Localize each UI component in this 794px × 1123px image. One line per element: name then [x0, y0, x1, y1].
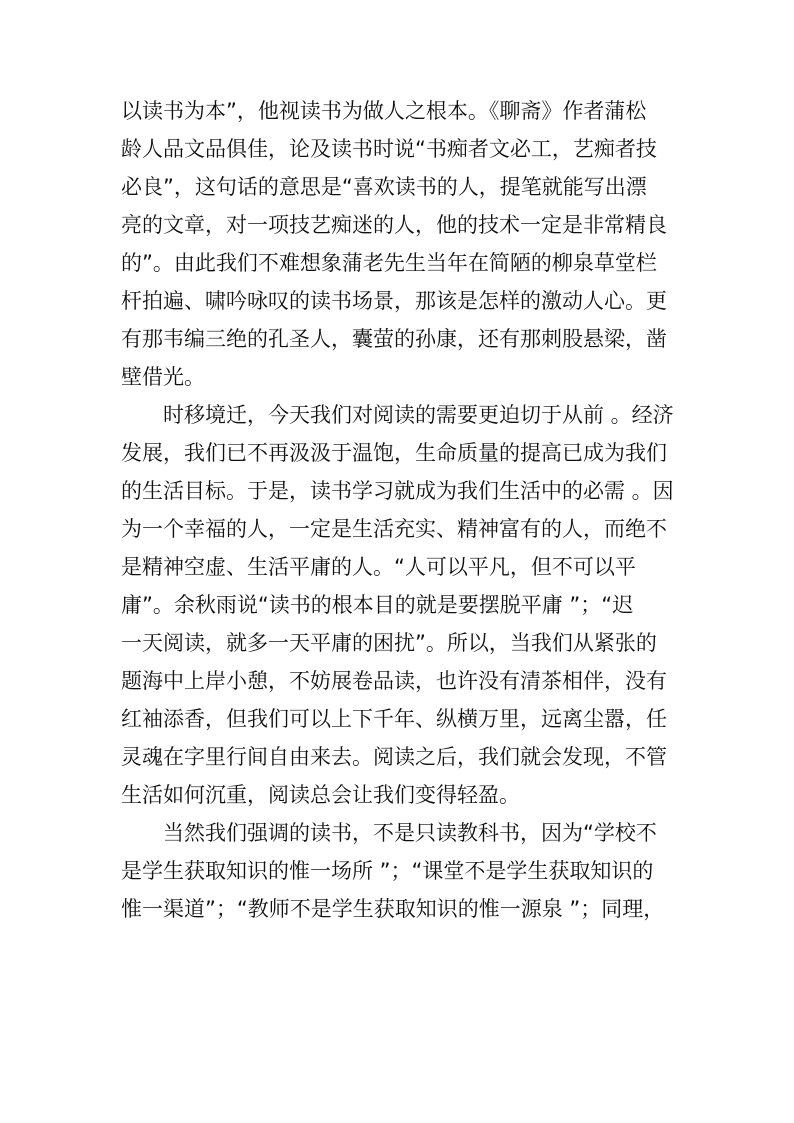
text-line-content: 亮的文章，对一项技艺痴迷的人，他的技术一定是非常精良: [121, 213, 667, 237]
text-line-content: 红袖添香，但我们可以上下千年、纵横万里，远离尘嚣，任: [121, 707, 667, 731]
text-line-content: 庸”。余秋雨说“读书的根本目的就是要摆脱平庸 ”；“迟: [121, 593, 634, 617]
text-line-content: 为一个幸福的人，一定是生活充实、精神富有的人，而绝不: [121, 517, 667, 541]
text-line-content: 龄人品文品俱佳，论及读书时说“书痴者文必工，艺痴者技: [121, 137, 657, 161]
text-line-content: 一天阅读，就多一天平庸的困扰”。所以，当我们从紧张的: [121, 631, 657, 655]
text-line-content: 是精神空虚、生活平庸的人。“人可以平凡，但不可以平: [121, 555, 636, 579]
text-line-content: 灵魂在字里行间自由来去。阅读之后，我们就会发现，不管: [121, 745, 667, 769]
text-line-content: 生活如何沉重，阅读总会让我们变得轻盈。: [121, 783, 520, 807]
text-line-content: 发展，我们已不再汲汲于温饱，生命质量的提高已成为我们: [121, 441, 667, 465]
text-line-content: 当然我们强调的读书，不是只读教科书，因为“学校不: [163, 821, 657, 845]
text-line-content: 的”。由此我们不难想象蒲老先生当年在简陋的柳泉草堂栏: [121, 251, 657, 275]
text-line-content: 惟一渠道”；“教师不是学生获取知识的惟一源泉 ”；同理，: [121, 897, 665, 921]
text-line-content: 时移境迁，今天我们对阅读的需要更迫切于从前 。经济: [163, 403, 674, 427]
text-line-content: 壁借光。: [121, 365, 205, 389]
text-line-content: 题海中上岸小憩，不妨展卷品读，也许没有清茶相伴，没有: [121, 669, 667, 693]
text-line-content: 以读书为本”，他视读书为做人之根本。《聊斋》作者蒲松: [121, 99, 647, 123]
text-line-content: 必良”，这句话的意思是“喜欢读书的人，提笔就能写出漂: [121, 175, 647, 199]
text-line-content: 是学生获取知识的惟一场所 ”；“课堂不是学生获取知识的: [121, 859, 654, 883]
text-line-content: 的生活目标。于是，读书学习就成为我们生活中的必需 。因: [121, 479, 674, 503]
text-line: [0, 893, 794, 939]
text-line-content: 杆拍遍、啸吟咏叹的读书场景，那该是怎样的激动人心。更: [121, 289, 667, 313]
text-line-content: 有那韦编三绝的孔圣人，囊萤的孙康，还有那刺股悬梁，凿: [121, 327, 667, 351]
